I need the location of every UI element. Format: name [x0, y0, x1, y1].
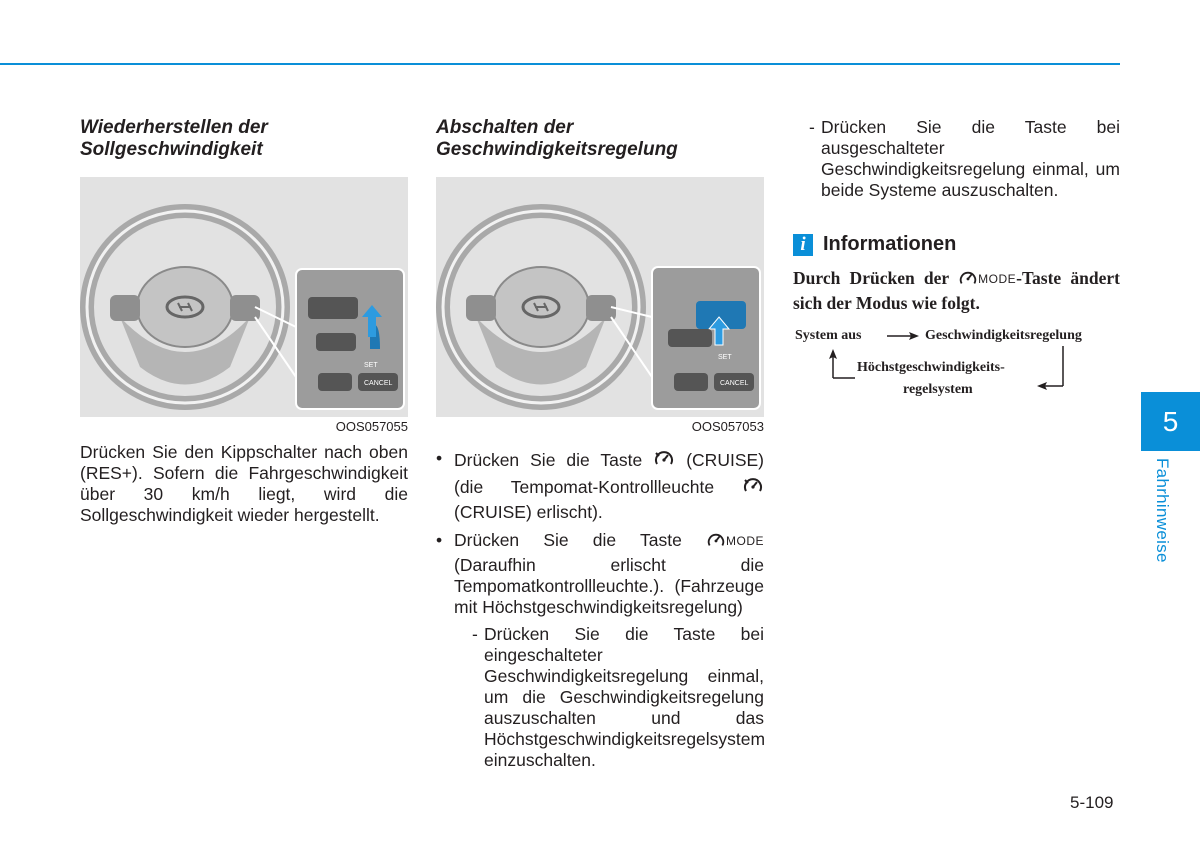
substep-enable-limiter: - Drücken Sie die Taste bei eingeschalteter Geschwindigkeitsregelung einmal, um die Geschwindigkeitsregelung auszuschalten und das Höchstgeschwindigkeitsregelsystem einzuschalten.	[472, 624, 766, 770]
flow-speed-limiter-line2: regelsystem	[903, 382, 973, 397]
steering-wheel-figure-cruise	[436, 177, 764, 417]
title-line-1: Wiederherstellen der	[80, 117, 268, 138]
info-icon: i	[793, 234, 813, 256]
top-rule	[0, 63, 1120, 65]
steering-wheel-illustration	[80, 177, 408, 417]
figure-code: OOS057055	[335, 419, 408, 434]
mode-label: MODE	[725, 534, 764, 548]
title-line-1: Abschalten der	[436, 117, 574, 138]
step-mode-button: • Drücken Sie die Taste MODE (Daraufhin erlischt die Tempomatkontrollleuchte.). (Fahrzeuge mit Höchstgeschwindigkeitsregelung) - Drücken Sie die Taste bei eingeschalteter Geschwindigkeitsregelung einmal, um die Geschwindigkeitsregelung auszuschalten und das Höchstgeschwindigkeitsregelsystem einzuschalten.	[436, 530, 764, 771]
page-number: 5-109	[1070, 793, 1114, 812]
column-restore-speed	[80, 117, 408, 526]
flow-speed-limiter-line1: Höchstgeschwindigkeits-	[857, 360, 1005, 375]
step-cruise-button: • Drücken Sie die Taste (CRUISE) (die Tempomat-Kontrollleuchte (CRUISE) erlischt).	[436, 448, 764, 523]
svg-text:SET: SET	[364, 362, 378, 369]
svg-text:CANCEL: CANCEL	[364, 380, 393, 387]
info-text: Durch Drücken der MODE-Taste ändert sich der Modus wie folgt.	[793, 268, 1120, 313]
column-disable-cruise	[436, 117, 764, 778]
flow-system-off: System aus	[795, 328, 862, 343]
steering-wheel-illustration	[436, 177, 764, 417]
mode-label: MODE	[978, 272, 1017, 286]
chapter-number-tab: 5	[1141, 392, 1200, 451]
svg-text:SET: SET	[718, 354, 732, 361]
chapter-label: Fahrhinweise	[1153, 458, 1172, 563]
disable-steps	[436, 448, 764, 771]
flow-cruise-control: Geschwindigkeitsregelung	[925, 328, 1082, 343]
section-title-restore	[80, 117, 408, 177]
mode-flow-diagram	[793, 326, 1120, 416]
steering-wheel-figure-res	[80, 177, 408, 417]
restore-description: Drücken Sie den Kippschalter nach oben (RES+). Sofern die Fahrgeschwindigkeit über 30 km/h liegt, wird die Sollgeschwindigkeit wieder hergestellt.	[80, 442, 408, 525]
cruise-indicator-icon	[742, 475, 764, 502]
section-title-disable	[436, 117, 764, 177]
mode-speedometer-icon	[958, 268, 978, 293]
figure-code: OOS057053	[691, 419, 764, 434]
substep-disable-both: - Drücken Sie die Taste bei ausgeschalteter Geschwindigkeitsregelung einmal, um beide Systeme auszuschalten.	[809, 117, 1120, 200]
info-header	[793, 233, 1120, 256]
mode-speedometer-icon	[706, 530, 726, 555]
title-line-2: Sollgeschwindigkeit	[80, 139, 263, 160]
info-title: Informationen	[823, 233, 957, 255]
cruise-speedometer-icon	[653, 448, 675, 475]
column-info	[793, 117, 1120, 416]
svg-text:CANCEL: CANCEL	[720, 380, 749, 387]
title-line-2: Geschwindigkeitsregelung	[436, 139, 678, 160]
